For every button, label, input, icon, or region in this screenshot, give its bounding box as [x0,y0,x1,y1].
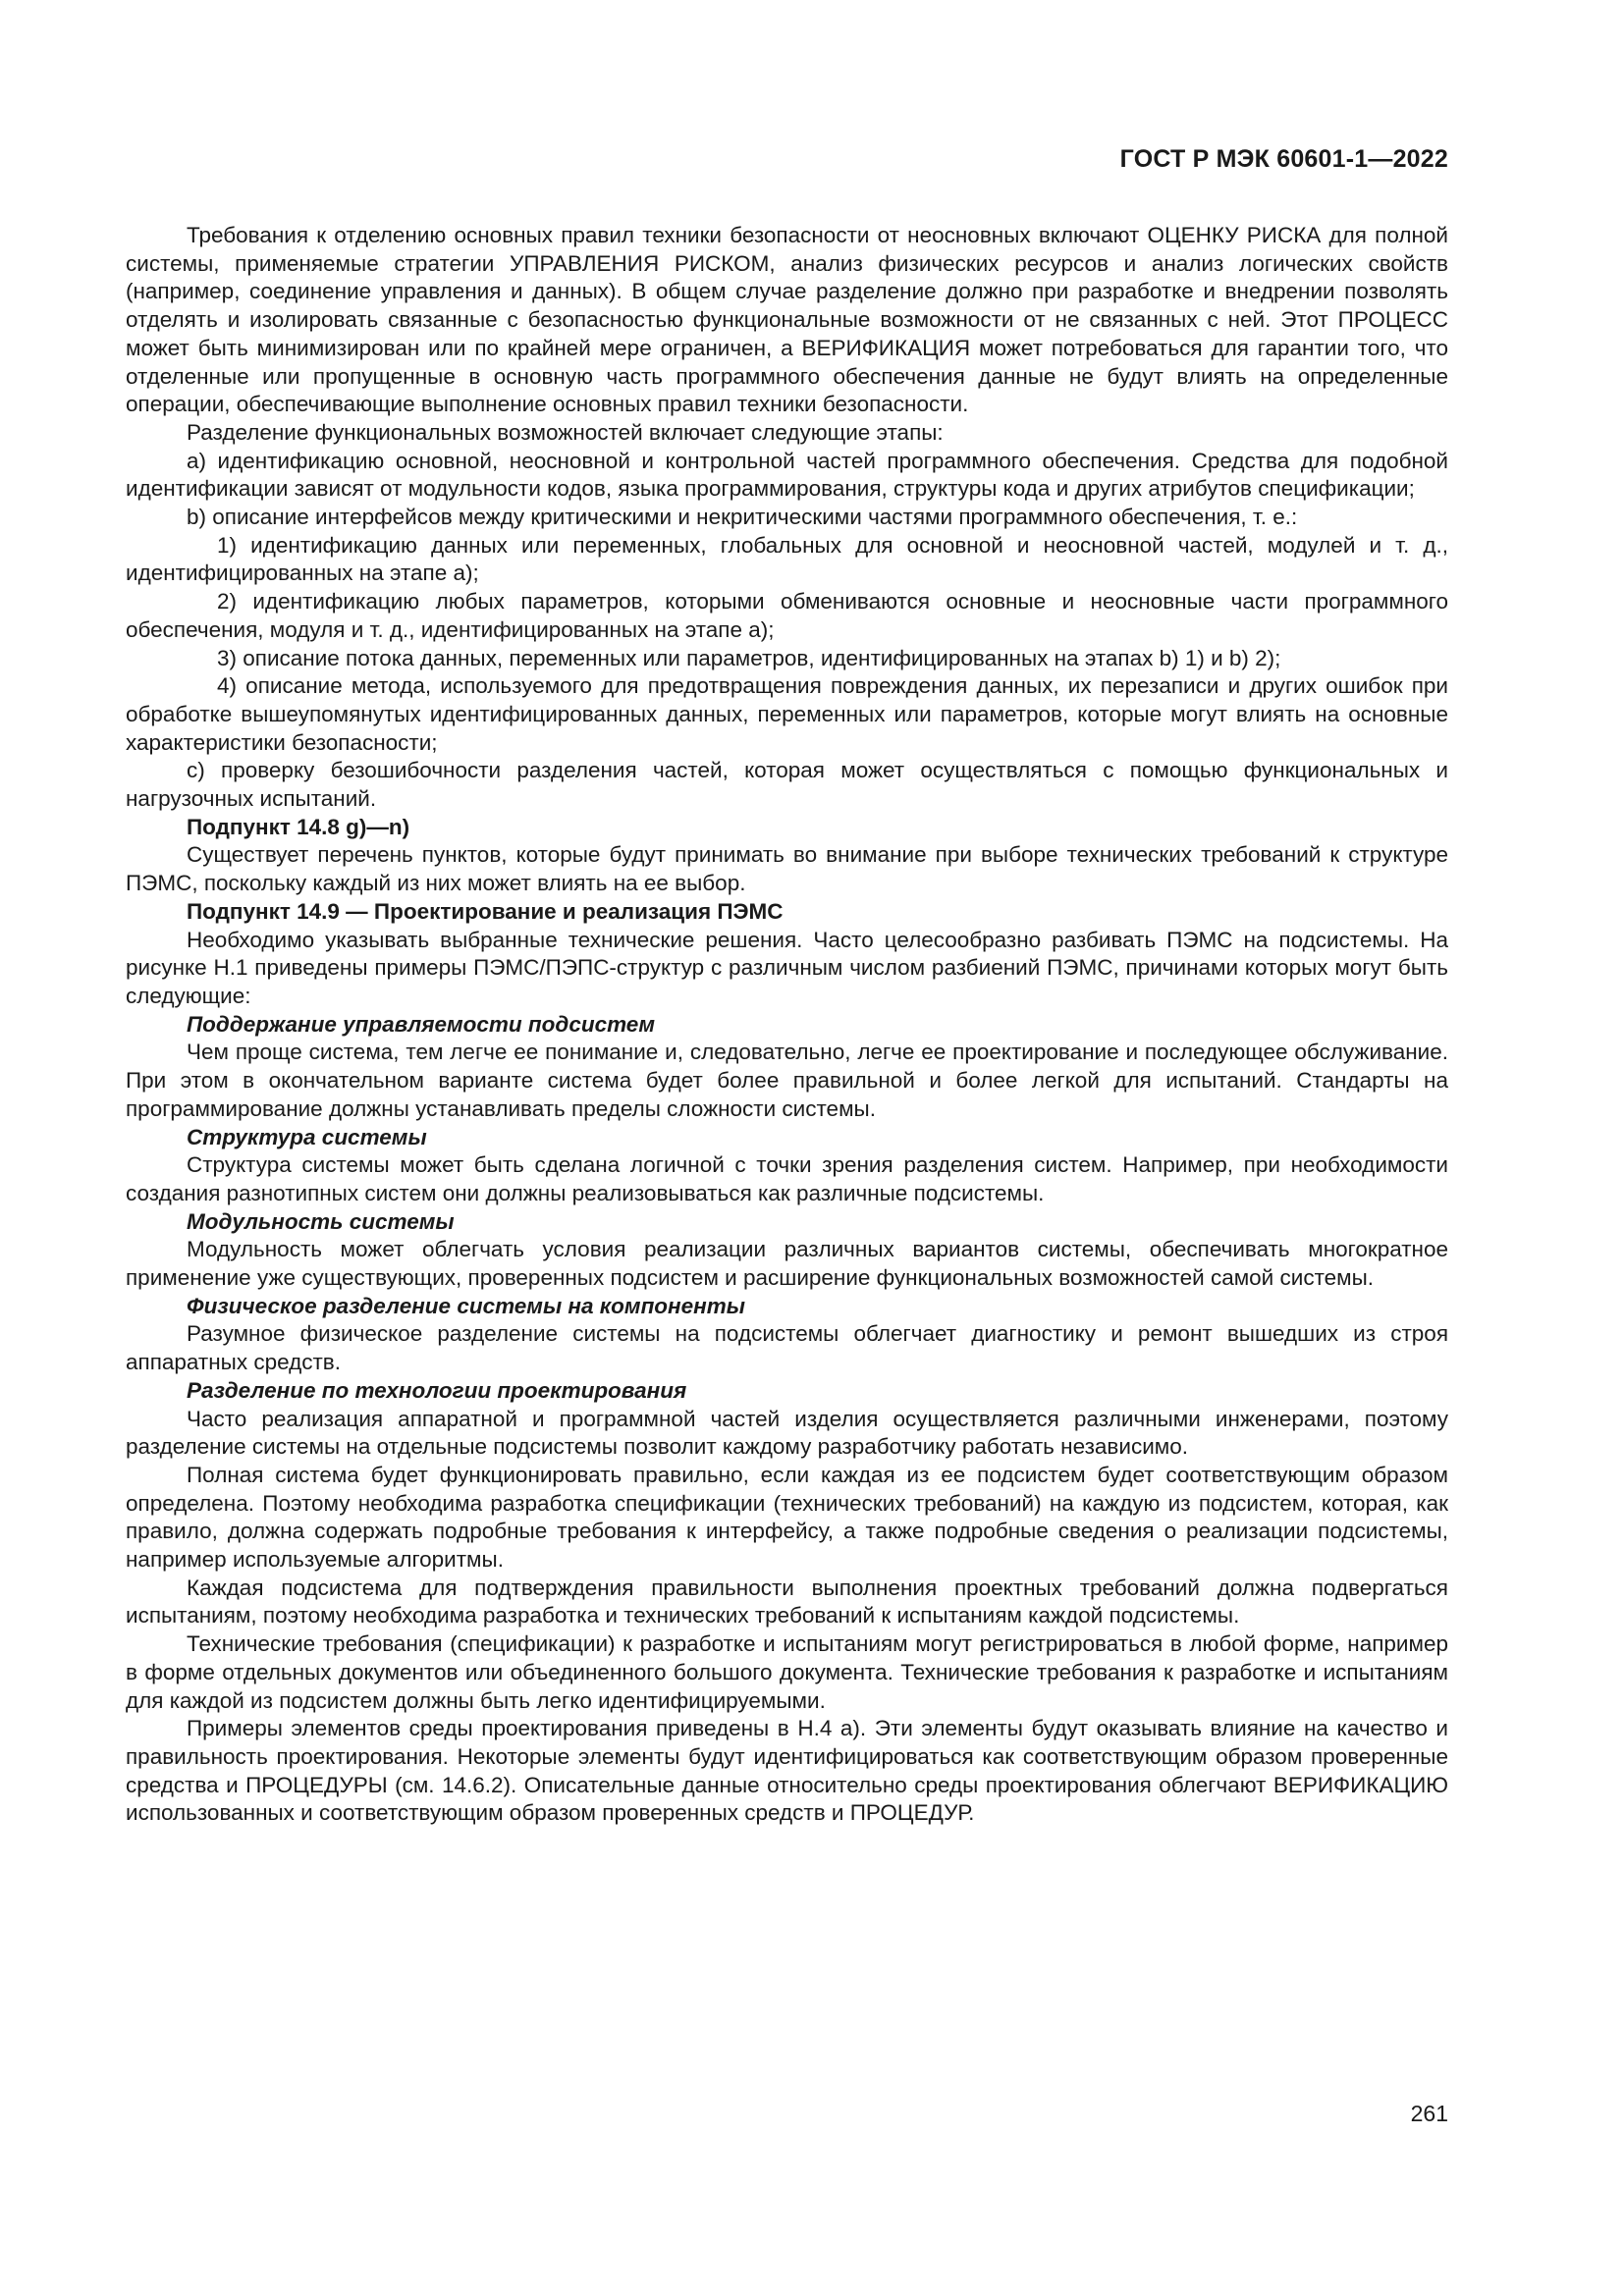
subheading-design-technology: Разделение по технологии проектирования [187,1377,687,1403]
paragraph-14-8: Существует перечень пунктов, которые будут принимать во внимание при выборе технических требований к структуре ПЭМС, поскольку каждый из них может влиять на ее выбор. [126,842,1448,896]
list-item-b: b) описание интерфейсов между критическими и некритическими частями программного обеспечения, т. е.: [187,505,1298,530]
section-heading-14-8: Подпункт 14.8 g)—n) [187,814,410,839]
subheading-modularity: Модульность системы [187,1208,455,1234]
subheading-physical-partition: Физическое разделение системы на компоненты [187,1293,745,1318]
page-number: 261 [1410,2101,1448,2126]
list-item-a: a) идентификацию основной, неосновной и контрольной частей программного обеспечения. Средства для подобной идентификации зависят от модульности кодов, языка программирования, структуры кода и других атрибутов спецификации; [126,448,1448,502]
paragraph-full-system: Полная система будет функционировать правильно, если каждая из ее подсистем будет соответствующим образом определена. Поэтому необходима разработка спецификации (технических требований) на каждую из подсистем, которая, как правило, должна содержать подробные требования к интерфейсу, а также подробные сведения о реализации подсистемы, например используемые алгоритмы. [126,1462,1448,1573]
paragraph-manageability: Чем проще система, тем легче ее понимание и, следовательно, легче ее проектирование и последующее обслуживание. При этом в окончательном варианте система будет более правильной и более легкой для испытаний. Стандарты на программирование должны устанавливать пределы сложности системы. [126,1040,1448,1121]
list-item-b1: 1) идентификацию данных или переменных, глобальных для основной и неосновной частей, модулей и т. д., идентифицированных на этапе a); [126,532,1448,586]
document-header: ГОСТ Р МЭК 60601-1—2022 [1119,145,1448,173]
paragraph-subsystem-testing: Каждая подсистема для подтверждения правильности выполнения проектных требований должна подвергаться испытаниям, поэтому необходима разработка и технических требований к испытаниям каждой подсистемы. [126,1575,1448,1629]
paragraph-structure: Структура системы может быть сделана логичной с точки зрения разделения систем. Например, при необходимости создания разнотипных систем они должны реализовываться как различные подсистемы. [126,1152,1448,1205]
list-item-c: c) проверку безошибочности разделения частей, которая может осуществляться с помощью функциональных и нагрузочных испытаний. [126,758,1448,812]
section-heading-14-9: Подпункт 14.9 — Проектирование и реализация ПЭМС [187,898,784,924]
list-item-b4: 4) описание метода, используемого для предотвращения повреждения данных, их перезаписи и других ошибок при обработке вышеупомянутых идентифицированных данных, переменных или параметров, которые могут влиять на основные характеристики безопасности; [126,673,1448,755]
paragraph-design-technology: Часто реализация аппаратной и программной частей изделия осуществляется различными инженерами, поэтому разделение системы на отдельные подсистемы позволит каждому разработчику работать независимо. [126,1406,1448,1460]
paragraph-design-environment: Примеры элементов среды проектирования приведены в H.4 a). Эти элементы будут оказывать влияние на качество и правильность проектирования. Некоторые элементы будут идентифицироваться как соответствующим образом проверенные средства и ПРОЦЕДУРЫ (см. 14.6.2). Описательные данные относительно среды проектирования облегчают ВЕРИФИКАЦИЮ использованных и соответствующим образом проверенных средств и ПРОЦЕДУР. [126,1716,1448,1826]
list-item-b2: 2) идентификацию любых параметров, которыми обмениваются основные и неосновные части программного обеспечения, модуля и т. д., идентифицированных на этапе a); [126,589,1448,642]
list-item-b3: 3) описание потока данных, переменных или параметров, идентифицированных на этапах b) 1) и b) 2); [217,645,1281,670]
paragraph-modularity: Модульность может облегчать условия реализации различных вариантов системы, обеспечивать многократное применение уже существующих, проверенных подсистем и расширение функциональных возможностей самой системы. [126,1237,1448,1291]
document-body [126,222,1448,1828]
paragraph-14-9: Необходимо указывать выбранные технические решения. Часто целесообразно разбивать ПЭМС на подсистемы. На рисунке H.1 приведены примеры ПЭМС/ПЭПС-структур с различным числом разбиений ПЭМС, причинами которых могут быть следующие: [126,927,1448,1008]
subheading-structure: Структура системы [187,1124,427,1149]
paragraph-stages-intro: Разделение функциональных возможностей включает следующие этапы: [187,419,944,445]
paragraph-physical-partition: Разумное физическое разделение системы на подсистемы облегчает диагностику и ремонт вышедших из строя аппаратных средств. [126,1321,1448,1375]
paragraph-specifications: Технические требования (спецификации) к разработке и испытаниям могут регистрироваться в любой форме, например в форме отдельных документов или объединенного большого документа. Технические требования к разработке и испытаниям для каждой из подсистем должны быть легко идентифицируемыми. [126,1631,1448,1713]
subheading-manageability: Поддержание управляемости подсистем [187,1011,655,1037]
paragraph-intro: Требования к отделению основных правил техники безопасности от неосновных включают ОЦЕНКУ РИСКА для полной системы, применяемые стратегии УПРАВЛЕНИЯ РИСКОМ, анализ физических ресурсов и анализ логических свойств (например, соединение управления и данных). В общем случае разделение должно при разработке и внедрении позволять отделять и изолировать связанные с безопасностью функциональные возможности от не связанных с ней. Этот ПРОЦЕСС может быть минимизирован или по крайней мере ограничен, а ВЕРИФИКАЦИЯ может потребоваться для гарантии того, что отделенные или пропущенные в основную часть программного обеспечения данные не будут влиять на определенные операции, обеспечивающие выполнение основных правил техники безопасности. [126,223,1448,417]
